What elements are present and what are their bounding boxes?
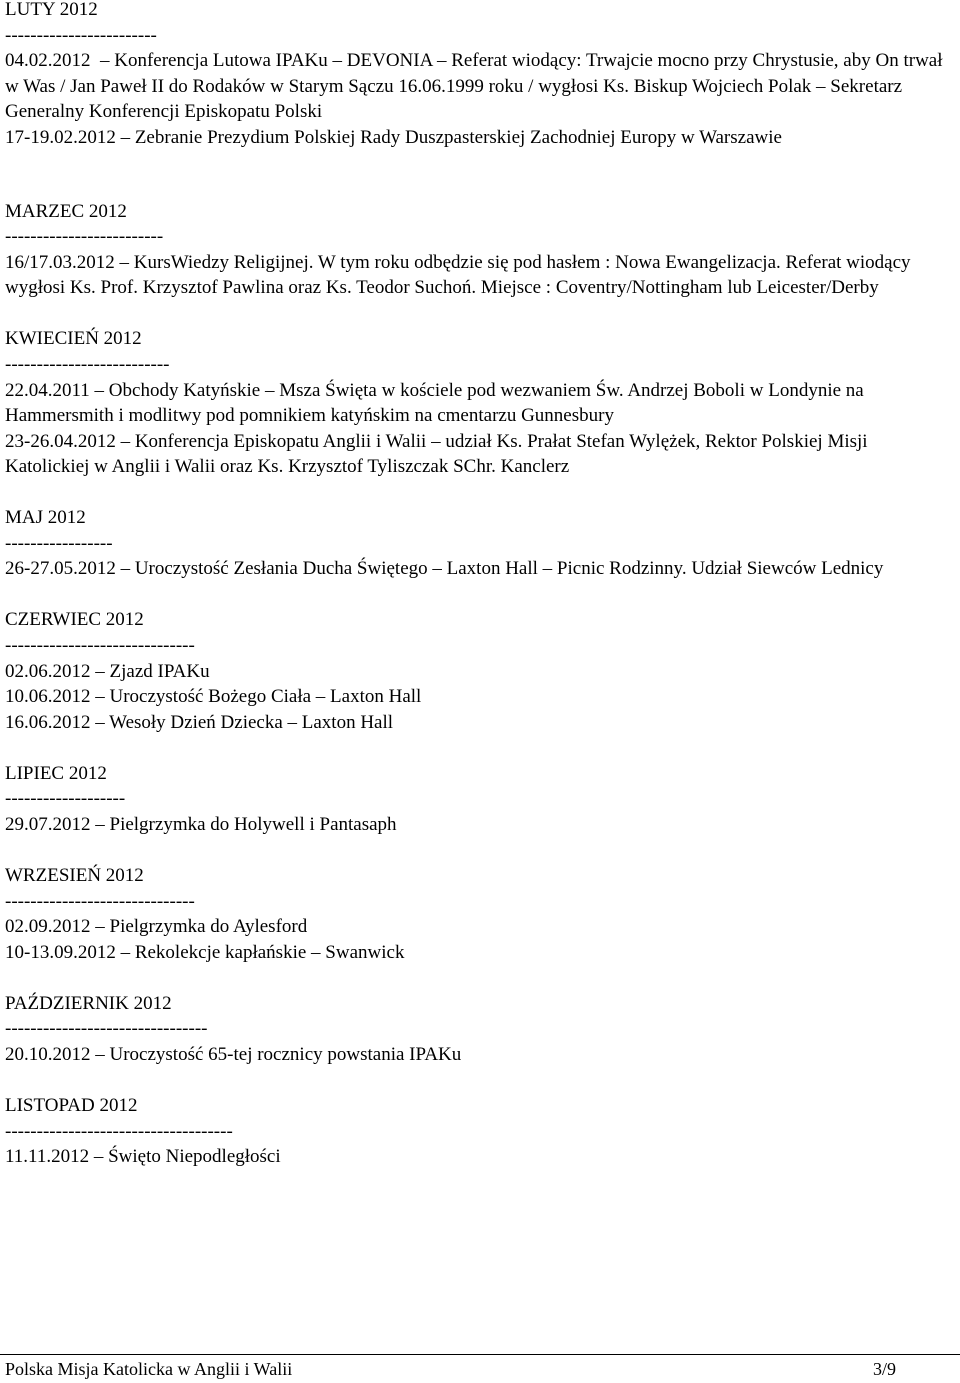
section-rule: ----------------- (5, 532, 113, 554)
section-maj (5, 505, 955, 582)
section-title: KWIECIEŃ 2012 (5, 328, 142, 350)
event-entry: 16.06.2012 – Wesoły Dzień Dziecka – Laxton Hall (5, 711, 394, 733)
event-entry: 10-13.09.2012 – Rekolekcje kapłańskie – Swanwick (5, 941, 405, 963)
event-entry: 22.04.2011 – Obchody Katyńskie – Msza Święta w kościele pod wezwaniem Św. Andrzej Boboli w Londynie na Hammersmith i modlitwy pod pomnikiem katyńskim na cmentarzu Gunnesbury (5, 379, 869, 427)
event-entry: 26-27.05.2012 – Uroczystość Zesłania Ducha Świętego – Laxton Hall – Picnic Rodzinny. Udział Siewców Lednicy (5, 558, 884, 580)
section-title: LIPIEC 2012 (5, 762, 107, 784)
section-pazdziernik (5, 991, 955, 1068)
section-title: WRZESIEŃ 2012 (5, 864, 144, 886)
footer-organization: Polska Misja Katolicka w Anglii i Walii (5, 1359, 293, 1379)
section-rule: ------------------- (5, 788, 126, 810)
section-czerwiec (5, 607, 955, 735)
section-listopad (5, 1093, 955, 1170)
event-entry: 11.11.2012 – Święto Niepodległości (5, 1146, 281, 1168)
page-footer (0, 1354, 960, 1381)
section-title: MAJ 2012 (5, 507, 86, 529)
section-title: LISTOPAD 2012 (5, 1094, 138, 1116)
event-entry: 10.06.2012 – Uroczystość Bożego Ciała – Laxton Hall (5, 686, 422, 708)
section-rule: ------------------------------------ (5, 1120, 233, 1142)
section-rule: ------------------------- (5, 226, 164, 248)
section-title: LUTY 2012 (5, 0, 98, 20)
section-title: CZERWIEC 2012 (5, 609, 144, 631)
event-entry: 02.09.2012 – Pielgrzymka do Aylesford (5, 916, 308, 938)
section-rule: -------------------------------- (5, 1018, 208, 1040)
event-entry: 23-26.04.2012 – Konferencja Episkopatu Anglii i Walii – udział Ks. Prałat Stefan Wylężek, Rektor Polskiej Misji Katolickiej w Anglii i Walii oraz Ks. Krzysztof Tyliszczak SChr. Kanclerz (5, 430, 873, 478)
section-rule: ------------------------ (5, 24, 157, 46)
document-body (5, 0, 955, 1195)
section-kwiecien (5, 326, 955, 480)
section-rule: ------------------------------ (5, 635, 195, 657)
section-title: PAŹDZIERNIK 2012 (5, 992, 172, 1014)
section-lipiec (5, 761, 955, 838)
event-entry: 16/17.03.2012 – KursWiedzy Religijnej. W tym roku odbędzie się pod hasłem : Nowa Ewangelizacja. Referat wiodący wygłosi Ks. Prof. Krzysztof Pawlina oraz Ks. Teodor Suchoń. Miejsce : Coventry/Nottingham lub Leicester/Derby (5, 251, 916, 299)
section-title: MARZEC 2012 (5, 200, 127, 222)
section-luty (5, 0, 955, 151)
event-entry: 02.06.2012 – Zjazd IPAKu (5, 660, 210, 682)
section-rule: ------------------------------ (5, 890, 195, 912)
page-number: 3/9 (872, 1359, 896, 1379)
event-entry: 04.02.2012 – Konferencja Lutowa IPAKu – DEVONIA – Referat wiodący: Trwajcie mocno przy Chrystusie, aby On trwał w Was / Jan Paweł II do Rodaków w Starym Sączu 16.06.1999 roku / wygłosi Ks. Biskup Wojciech Polak – Sekretarz Generalny Konferencji Episkopatu Polski (5, 50, 948, 123)
event-entry: 29.07.2012 – Pielgrzymka do Holywell i Pantasaph (5, 814, 397, 835)
section-rule: -------------------------- (5, 353, 170, 375)
section-marzec (5, 199, 955, 301)
event-entry: 20.10.2012 – Uroczystość 65-tej rocznicy powstania IPAKu (5, 1043, 462, 1065)
section-wrzesien (5, 863, 955, 965)
event-entry: 17-19.02.2012 – Zebranie Prezydium Polskiej Rady Duszpasterskiej Zachodniej Europy w Warszawie (5, 126, 782, 148)
